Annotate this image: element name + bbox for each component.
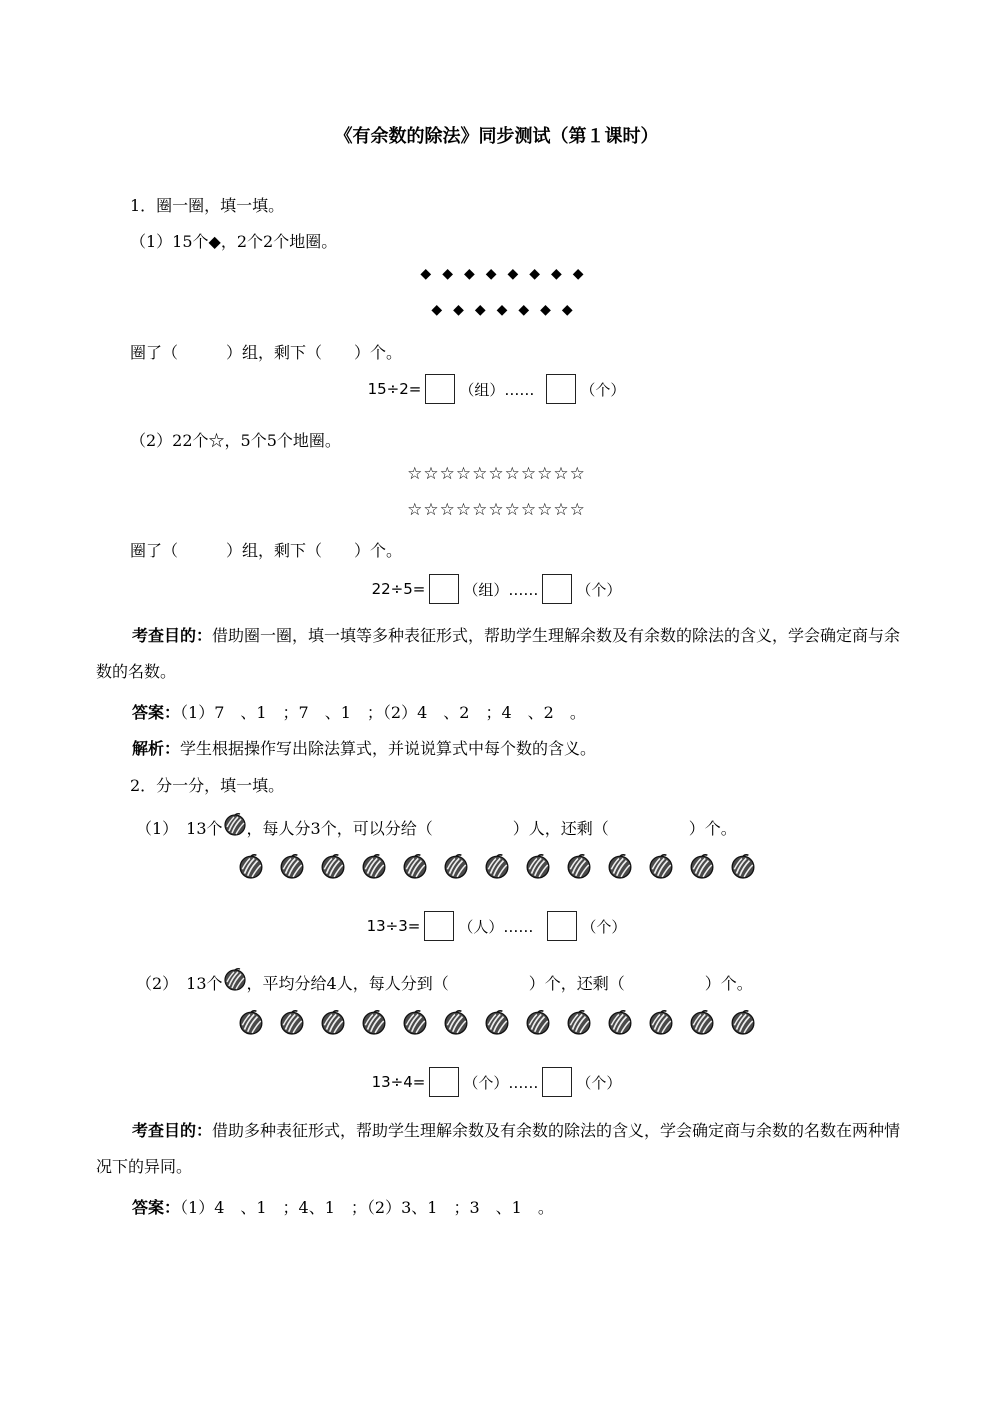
watermelon-icon: [279, 1009, 305, 1035]
equation-left: 22÷5=: [371, 580, 426, 598]
answer-text: （1）4 、1 ；4、1 ；（2）3、1 ；3 、1 。: [180, 1198, 554, 1217]
q2-part1-melon-row: [0, 853, 993, 879]
q1-analysis: [132, 736, 596, 759]
watermelon-icon: [648, 853, 674, 879]
equation-left: 13÷3=: [366, 917, 421, 935]
equation-unit: （人）……: [458, 917, 534, 936]
watermelon-icon: [443, 853, 469, 879]
equation-left: 15÷2=: [367, 380, 422, 398]
watermelon-icon: [320, 1009, 346, 1035]
watermelon-icon: [730, 853, 756, 879]
analysis-label: 解析：: [132, 739, 181, 758]
purpose-label: 考查目的：: [132, 626, 213, 645]
q1-part2-fill: 圈了（ ）组，剩下（ ）个。: [130, 541, 403, 560]
watermelon-icon: [607, 853, 633, 879]
equation-unit: （个）: [580, 380, 626, 399]
q1-diamond-row-2: ◆◆◆◆◆◆◆: [431, 302, 584, 318]
answer-box-quotient[interactable]: [425, 374, 455, 404]
prompt-prefix: （1） 13个: [136, 819, 223, 838]
q1-heading: 1．圈一圈，填一填。: [130, 196, 285, 215]
watermelon-icon: [238, 853, 264, 879]
watermelon-icon: [607, 1009, 633, 1035]
answer-text: （1）7 、1 ；7 、1 ；（2）4 、2 ；4 、2 。: [180, 703, 586, 722]
watermelon-icon: [525, 1009, 551, 1035]
q2-part1-prompt: [136, 812, 737, 839]
answer-box-quotient[interactable]: [429, 1067, 459, 1097]
equation-unit: （组）……: [459, 380, 535, 399]
watermelon-icon: [320, 853, 346, 879]
q1-part2-equation: [0, 574, 993, 604]
purpose-text: 借助多种表征形式，帮助学生理解余数及有余数的除法的含义，学会确定商与余数的名数在两种情况下的异同。: [96, 1121, 901, 1176]
q1-star-row-1: ☆☆☆☆☆☆☆☆☆☆☆: [407, 464, 586, 484]
q2-purpose: [96, 1113, 906, 1185]
equation-unit: （组）……: [463, 580, 539, 599]
answer-box-quotient[interactable]: [424, 911, 454, 941]
watermelon-icon: [484, 853, 510, 879]
watermelon-icon: [730, 1009, 756, 1035]
equation-unit: （个）: [576, 1073, 622, 1092]
q2-answer: [132, 1195, 554, 1218]
purpose-text: 借助圈一圈，填一填等多种表征形式，帮助学生理解余数及有余数的除法的含义，学会确定商与余数的名数。: [96, 626, 901, 681]
q1-part1-equation: [0, 374, 993, 404]
answer-box-remainder[interactable]: [542, 1067, 572, 1097]
q2-part2-prompt: [136, 967, 753, 994]
q1-diamond-row-1: ◆◆◆◆◆◆◆◆: [420, 266, 595, 282]
watermelon-icon: [484, 1009, 510, 1035]
answer-box-quotient[interactable]: [429, 574, 459, 604]
q1-part1-fill: 圈了（ ）组，剩下（ ）个。: [130, 343, 403, 362]
answer-label: 答案：: [132, 1198, 181, 1217]
watermelon-icon: [648, 1009, 674, 1035]
q2-part2-equation: [0, 1067, 993, 1097]
watermelon-icon: [402, 1009, 428, 1035]
prompt-suffix: ，每人分3个，可以分给（ ）人，还剩（ ）个。: [246, 819, 737, 838]
watermelon-icon: [566, 853, 592, 879]
equation-left: 13÷4=: [371, 1073, 426, 1091]
watermelon-icon: [525, 853, 551, 879]
watermelon-icon: [361, 1009, 387, 1035]
watermelon-icon: [361, 853, 387, 879]
q1-part1-prompt: （1）15个◆，2个2个地圈。: [130, 232, 338, 251]
watermelon-icon: [238, 1009, 264, 1035]
page-title: 《有余数的除法》同步测试（第１课时）: [334, 126, 659, 147]
watermelon-icon: [443, 1009, 469, 1035]
watermelon-icon: [223, 967, 247, 991]
watermelon-icon: [566, 1009, 592, 1035]
q1-answer: [132, 700, 586, 723]
purpose-label: 考查目的：: [132, 1121, 213, 1140]
equation-unit: （个）: [576, 580, 622, 599]
answer-label: 答案：: [132, 703, 181, 722]
q2-part2-melon-row: [0, 1009, 993, 1035]
q2-heading: 2．分一分，填一填。: [130, 776, 285, 795]
watermelon-icon: [402, 853, 428, 879]
q2-part1-equation: [0, 911, 993, 941]
q1-star-row-2: ☆☆☆☆☆☆☆☆☆☆☆: [407, 500, 586, 520]
watermelon-icon: [689, 1009, 715, 1035]
q1-part2-prompt: （2）22个☆，5个5个地圈。: [130, 431, 341, 450]
prompt-prefix: （2） 13个: [136, 974, 223, 993]
equation-unit: （个）: [581, 917, 627, 936]
watermelon-icon: [223, 812, 247, 836]
watermelon-icon: [689, 853, 715, 879]
prompt-suffix: ，平均分给4人，每人分到（ ）个，还剩（ ）个。: [246, 974, 753, 993]
q1-purpose: [96, 618, 906, 690]
answer-box-remainder[interactable]: [546, 374, 576, 404]
answer-box-remainder[interactable]: [542, 574, 572, 604]
equation-unit: （个）……: [463, 1073, 539, 1092]
answer-box-remainder[interactable]: [547, 911, 577, 941]
analysis-text: 学生根据操作写出除法算式，并说说算式中每个数的含义。: [180, 739, 597, 758]
watermelon-icon: [279, 853, 305, 879]
